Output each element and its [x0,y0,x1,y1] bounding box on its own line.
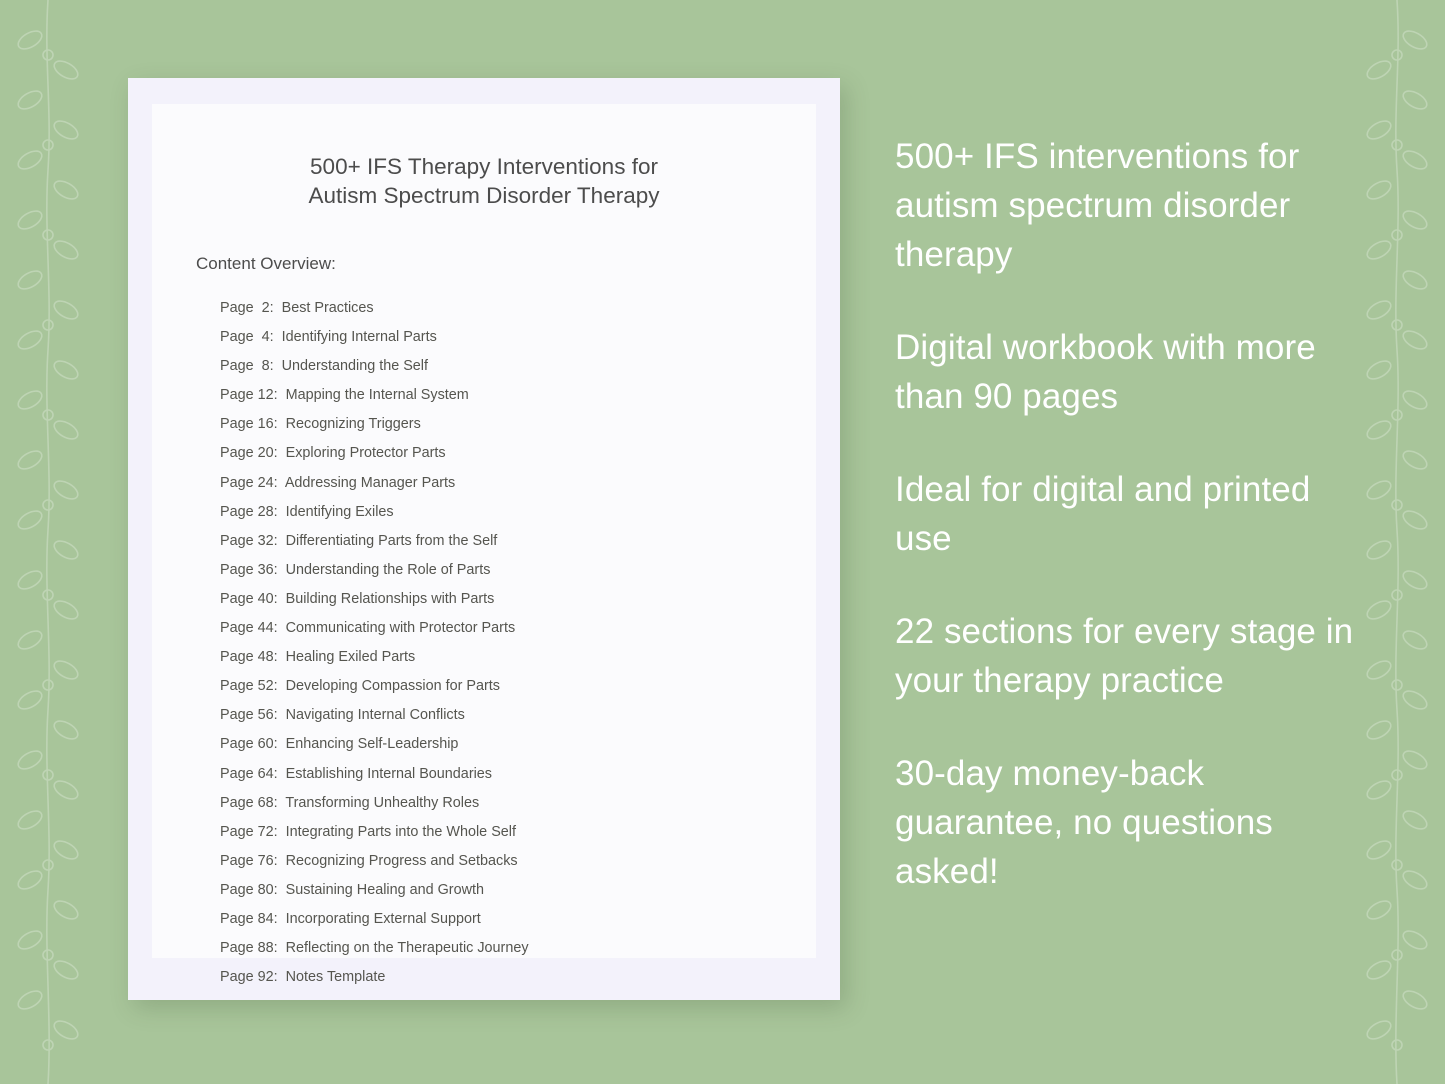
list-item: Page 68: Transforming Unhealthy Roles [220,794,480,811]
marketing-bullet: 500+ IFS interventions for autism spectrum disorder therapy [895,137,1300,274]
marketing-bullet: 22 sections for every stage in your therapy practice [895,612,1354,700]
list-item: Page 64: Establishing Internal Boundaries [220,765,493,782]
list-item: Page 40: Building Relationships with Parts [220,590,495,607]
list-item: Page 16: Recognizing Triggers [220,416,421,433]
list-item: Page 44: Communicating with Protector Parts [220,620,516,637]
list-item: Page 32: Differentiating Parts from the Self [220,532,498,549]
marketing-bullets [895,132,1365,896]
marketing-bullet: Ideal for digital and printed use [895,470,1311,558]
list-item: Page 36: Understanding the Role of Parts [220,561,491,578]
page-title-line-1: 500+ IFS Therapy Interventions for [310,154,658,179]
list-item: Page 24: Addressing Manager Parts [220,474,456,491]
page-title [192,152,776,210]
list-item: Page 84: Incorporating External Support [220,910,481,927]
marketing-bullet: Digital workbook with more than 90 pages [895,328,1316,416]
list-item: Page 56: Navigating Internal Conflicts [220,707,465,724]
list-item: Page 28: Identifying Exiles [220,503,394,520]
list-item: Page 4: Identifying Internal Parts [220,329,437,346]
list-item: Page 76: Recognizing Progress and Setbacks [220,852,518,869]
list-item: Page 52: Developing Compassion for Parts [220,678,500,695]
document-preview [128,78,840,1000]
list-item: Page 80: Sustaining Healing and Growth [220,881,484,898]
list-item: Page 2: Best Practices [220,300,374,316]
list-item: Page 8: Understanding the Self [220,358,429,375]
list-item: Page 92: Notes Template [220,969,386,986]
marketing-bullet: 30-day money-back guarantee, no questions asked! [895,754,1273,891]
list-item: Page 60: Enhancing Self-Leadership [220,736,459,753]
floral-border-left [0,0,96,1084]
content-overview-label: Content Overview: [196,254,336,273]
table-of-contents [220,294,816,992]
document-page [152,104,816,986]
page-title-line-2: Autism Spectrum Disorder Therapy [308,183,660,208]
list-item: Page 48: Healing Exiled Parts [220,649,416,666]
list-item: Page 12: Mapping the Internal System [220,387,469,404]
list-item: Page 88: Reflecting on the Therapeutic Journey [220,940,529,957]
list-item: Page 72: Integrating Parts into the Whole Self [220,823,516,840]
list-item: Page 20: Exploring Protector Parts [220,445,446,462]
